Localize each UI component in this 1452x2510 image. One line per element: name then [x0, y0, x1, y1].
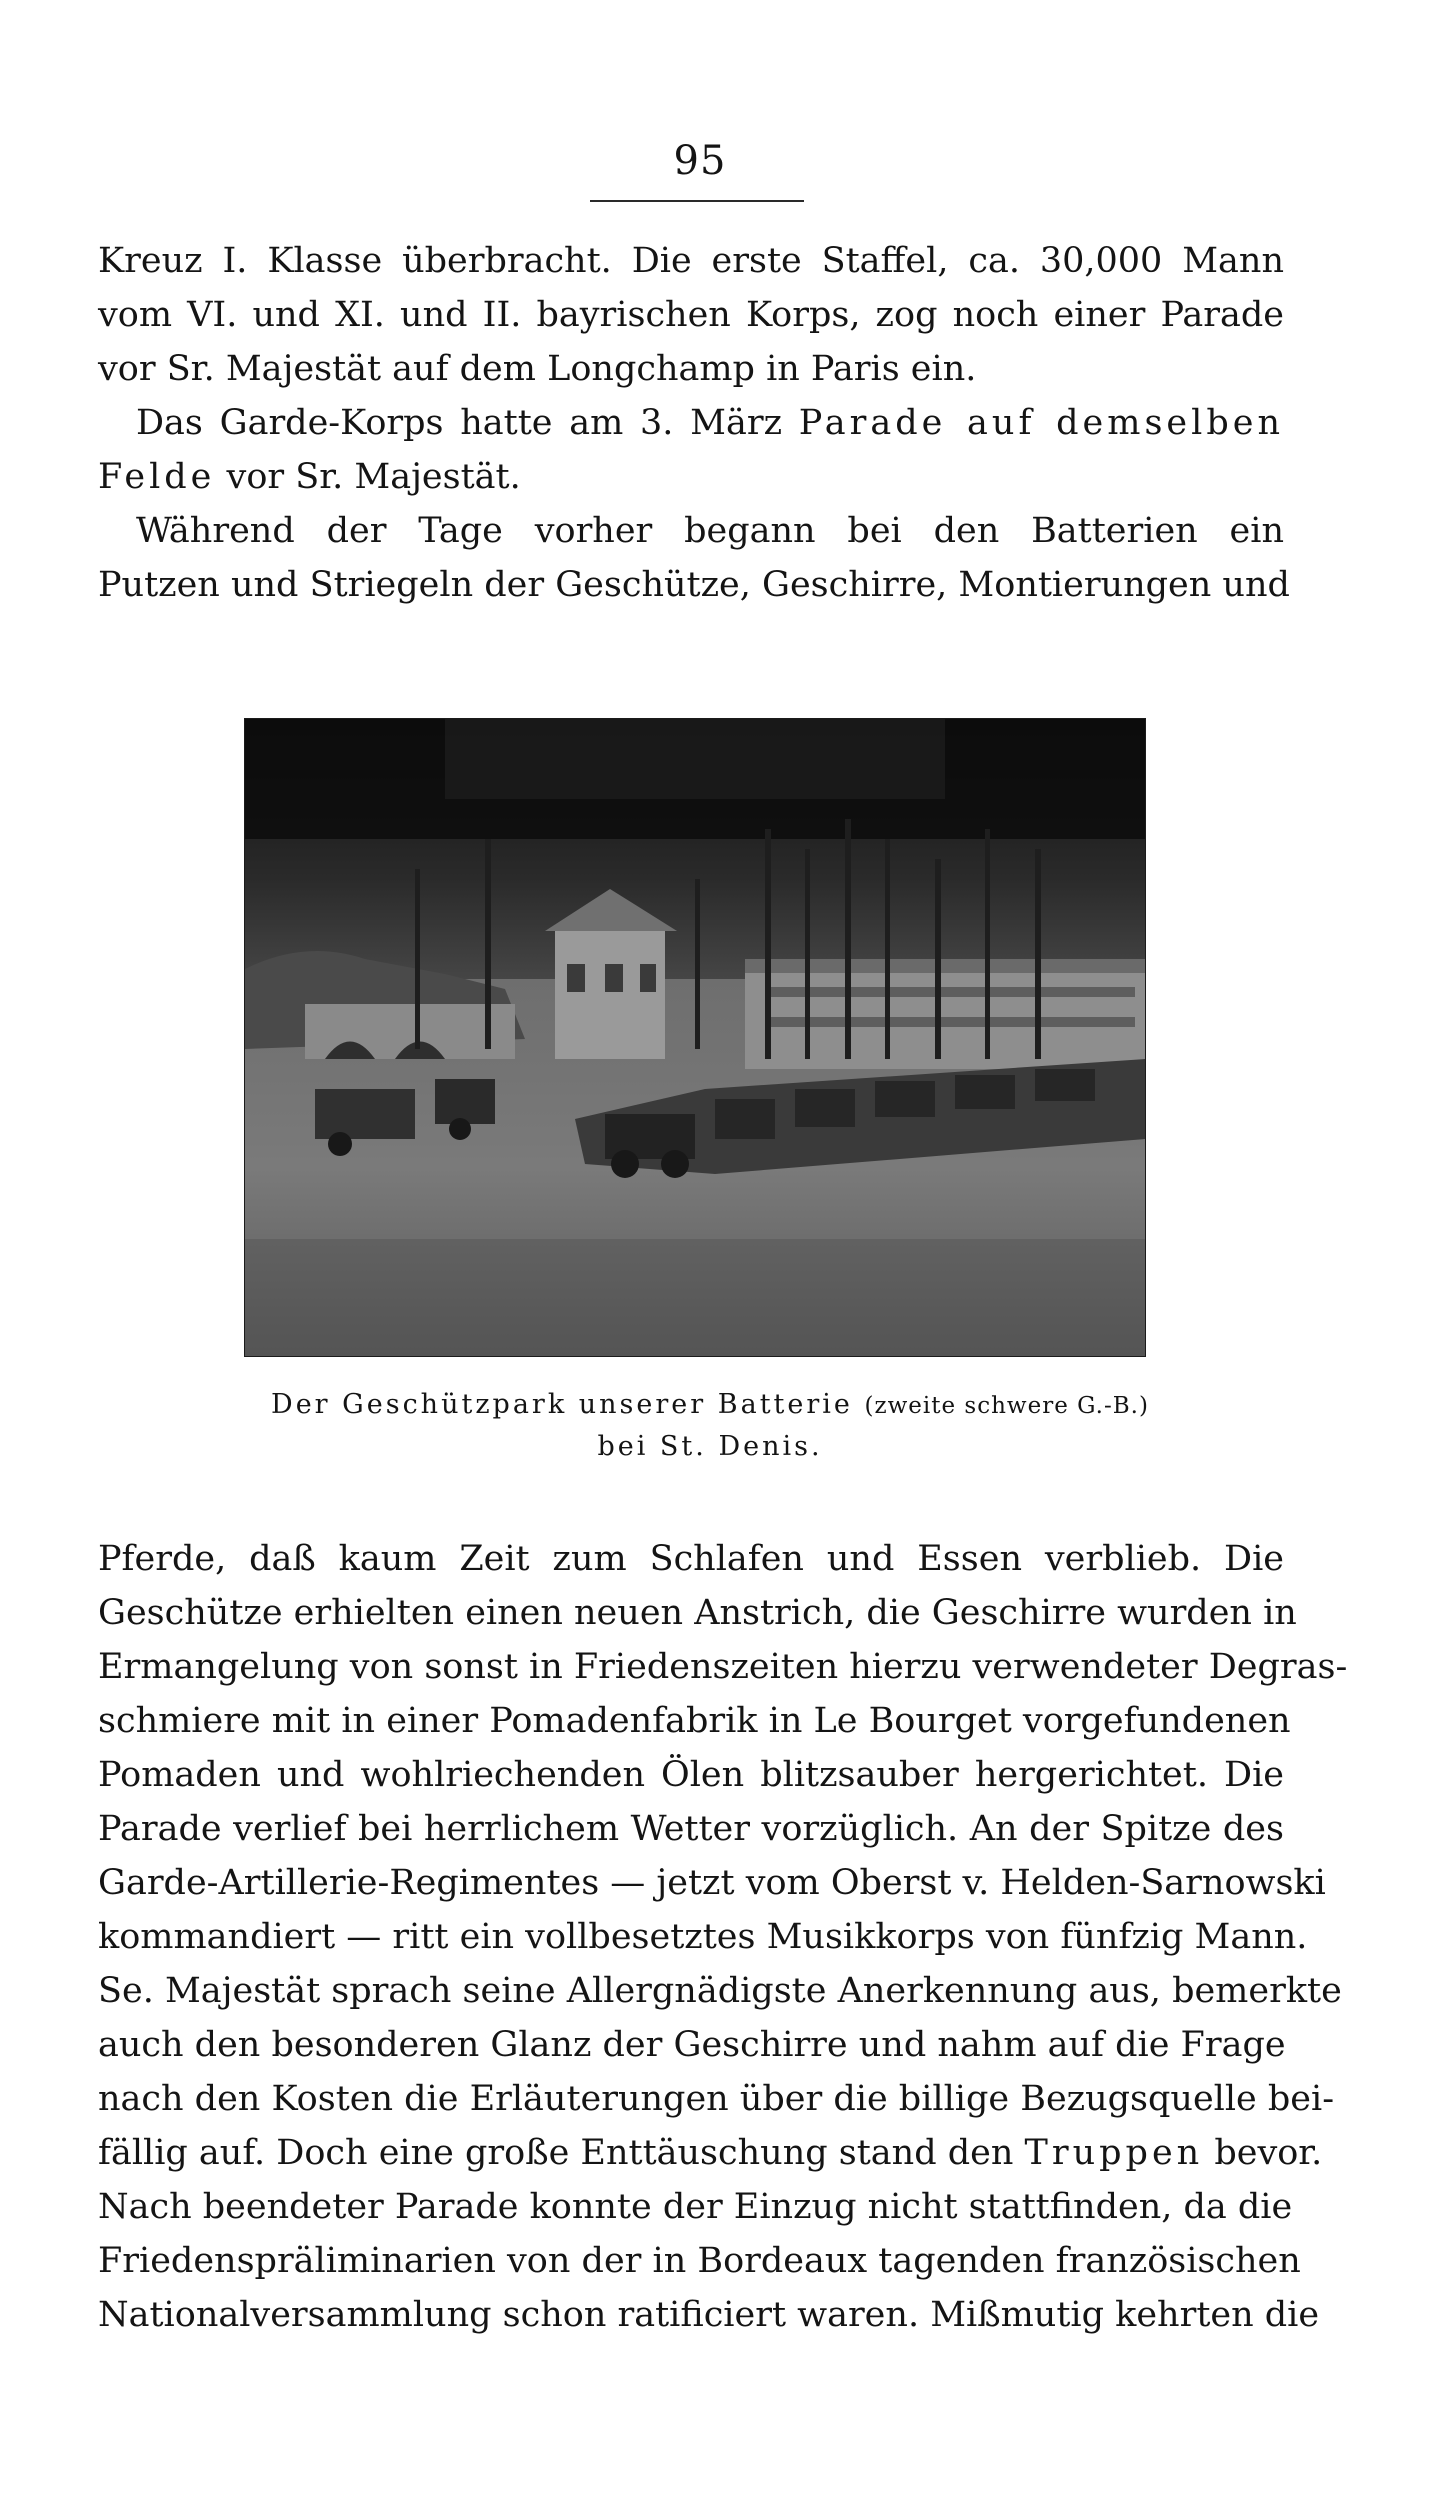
text-line	[98, 450, 1284, 504]
caption-detail: (zweite schwere G.-B.)	[864, 1393, 1149, 1419]
text-line: Geschütze erhielten einen neuen Anstrich, die Geschirre wurden in	[98, 1593, 1297, 1633]
text-line: Während der Tage vorher begann bei den Batterien ein	[136, 511, 1284, 551]
bottom-paragraph	[98, 1532, 1348, 2342]
text-line: vom VI. und XI. und II. bayrischen Korps, zog noch einer Parade	[98, 295, 1284, 335]
text-line: Nationalversammlung schon ratificiert waren. Mißmutig kehrten die	[98, 2295, 1320, 2335]
text-line: Se. Majestät sprach seine Allergnädigste Anerkennung aus, bemerkte	[98, 1971, 1342, 2011]
text-line: Nach beendeter Parade konnte der Einzug nicht stattfinden, da die	[98, 2187, 1293, 2227]
text-line: Pferde, daß kaum Zeit zum Schlafen und Essen verblieb. Die	[98, 1539, 1284, 1579]
header-rule	[590, 200, 804, 202]
text-line: Parade verlief bei herrlichem Wetter vorzüglich. An der Spitze des	[98, 1809, 1284, 1849]
photograph-gun-park	[244, 718, 1146, 1357]
text-line: vor Sr. Majestät auf dem Longchamp in Paris ein.	[98, 349, 977, 389]
caption-title: Der Geschützpark unserer Batterie	[271, 1389, 853, 1420]
text-line: auch den besonderen Glanz der Geschirre und nahm auf die Frage	[98, 2025, 1286, 2065]
text-line-part: vor Sr. Majestät.	[226, 457, 521, 497]
page-number: 95	[673, 138, 727, 184]
text-line: Putzen und Striegeln der Geschütze, Geschirre, Montierungen und	[98, 565, 1290, 605]
text-line-part: Das Garde-Korps hatte am 3. März	[136, 403, 783, 443]
text-line	[98, 396, 1284, 450]
emphasized-text: Truppen	[1024, 2133, 1204, 2173]
emphasized-text: Felde	[98, 457, 216, 497]
text-line: Kreuz I. Klasse überbracht. Die erste Staffel, ca. 30,000 Mann	[98, 241, 1284, 281]
figure-caption	[160, 1384, 1260, 1468]
caption-line	[160, 1384, 1260, 1426]
text-line: Garde-Artillerie-Regimentes — jetzt vom Oberst v. Helden-Sarnowski	[98, 1863, 1326, 1903]
text-line: Pomaden und wohlriechenden Ölen blitzsauber hergerichtet. Die	[98, 1755, 1284, 1795]
caption-line: bei St. Denis.	[597, 1431, 823, 1462]
text-line: Ermangelung von sonst in Friedenszeiten hierzu verwendeter Degras-	[98, 1647, 1348, 1687]
photo-illustration	[245, 719, 1145, 1356]
text-line: nach den Kosten die Erläuterungen über die billige Bezugsquelle bei-	[98, 2079, 1335, 2119]
emphasized-text: Parade auf demselben	[798, 403, 1284, 443]
text-line: kommandiert — ritt ein vollbesetztes Musikkorps von fünfzig Mann.	[98, 1917, 1308, 1957]
text-line: fällig auf. Doch eine große Enttäuschung stand den Truppen bevor.	[98, 2133, 1323, 2173]
text-line: Friedenspräliminarien von der in Bordeaux tagenden französischen	[98, 2241, 1301, 2281]
text-line: schmiere mit in einer Pomadenfabrik in Le Bourget vorgefundenen	[98, 1701, 1291, 1741]
top-paragraphs	[98, 234, 1290, 612]
